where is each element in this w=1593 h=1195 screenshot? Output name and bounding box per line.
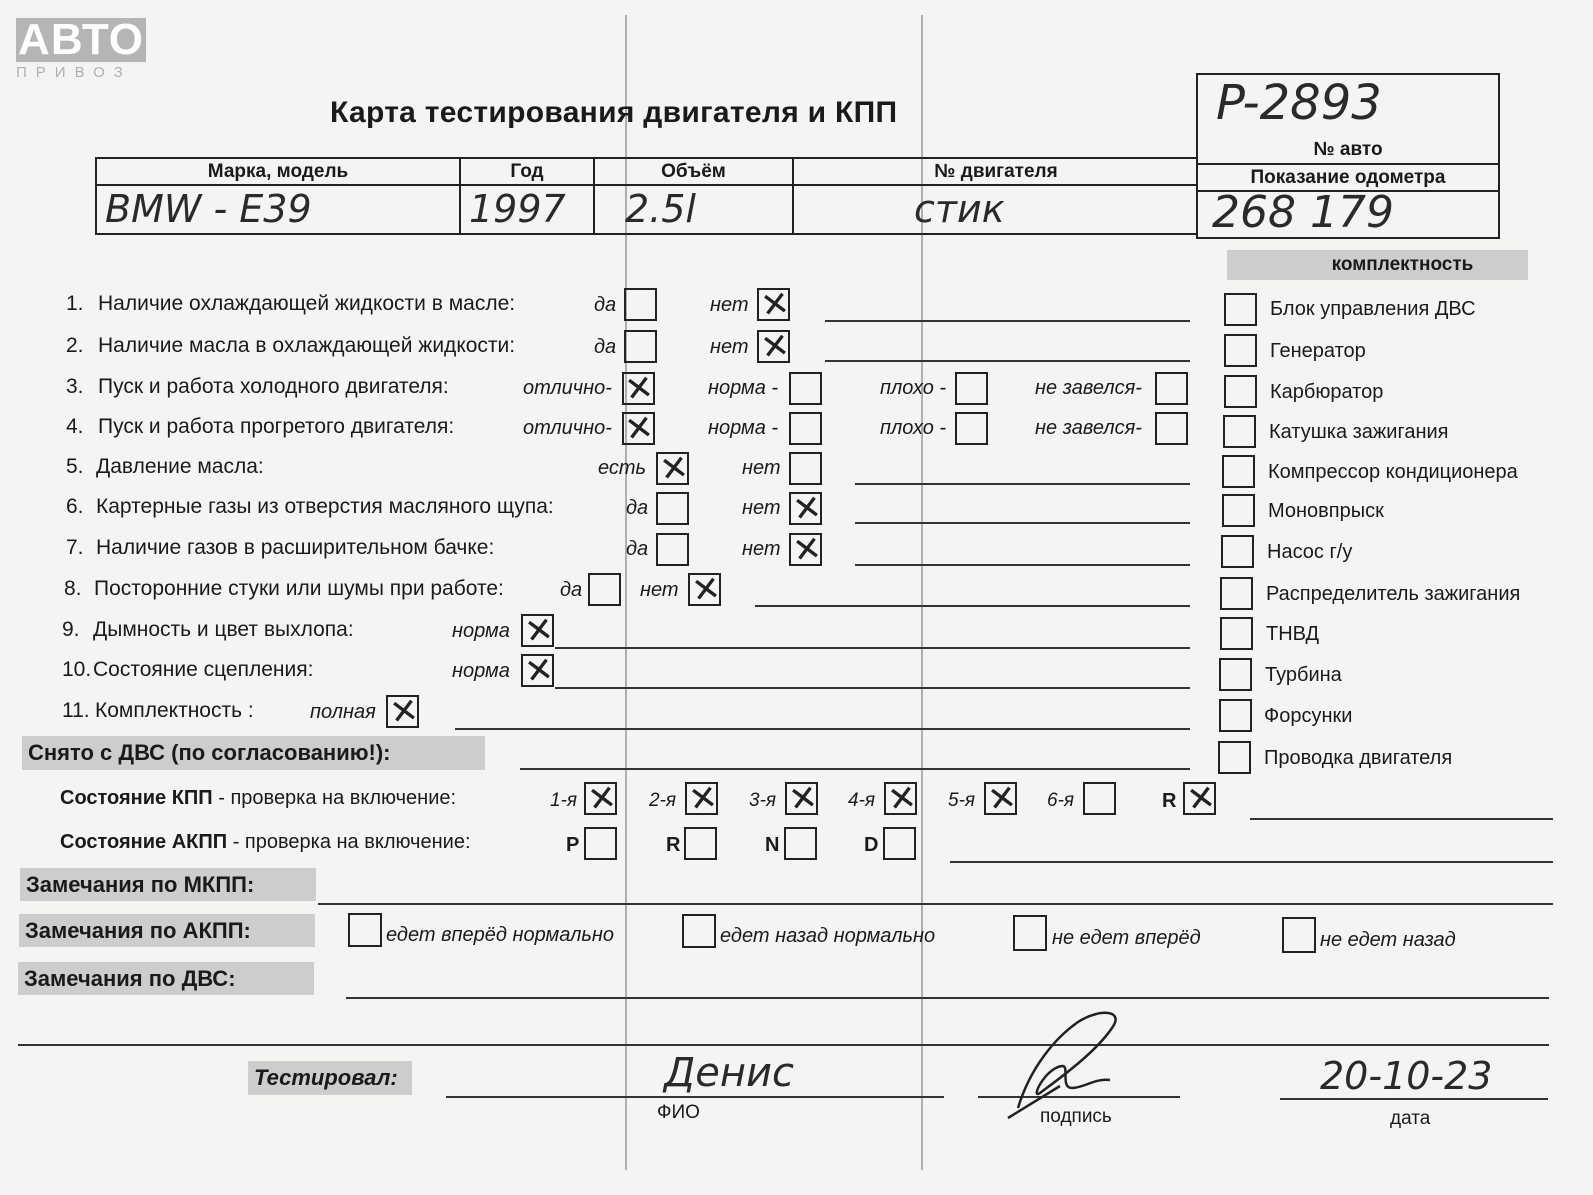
- q4-cb-nostart[interactable]: [1155, 412, 1188, 445]
- q8-opt-no: нет: [640, 579, 679, 601]
- q5-text: Давление масла:: [96, 455, 264, 478]
- q3-text: Пуск и работа холодного двигателя:: [98, 375, 449, 398]
- q5-opt-no: нет: [742, 457, 781, 479]
- logo: [16, 15, 146, 81]
- q11-cb-full[interactable]: [386, 690, 422, 734]
- akpp-back-ok: едет назад нормально: [720, 925, 936, 947]
- q2-opt-no: нет: [710, 336, 749, 358]
- label-engine: № двигателя: [794, 159, 1198, 186]
- q10-text: Состояние сцепления:: [93, 658, 314, 681]
- q6-opt-no: нет: [742, 497, 781, 519]
- check-mark: ✕: [522, 609, 557, 653]
- q6-cb-yes[interactable]: [656, 492, 689, 525]
- komp-cb-generator[interactable]: [1224, 334, 1257, 367]
- cell-engine: [794, 159, 1198, 233]
- komp-coil: Катушка зажигания: [1269, 421, 1449, 443]
- q4-opt-excellent: отлично-: [523, 417, 612, 439]
- akpp-label: Состояние АКПП - проверка на включение:: [60, 831, 471, 853]
- q7-opt-no: нет: [742, 538, 781, 560]
- q5-cb-no[interactable]: [789, 452, 822, 485]
- q6-opt-yes: да: [626, 497, 649, 519]
- q5-num: 5.: [66, 455, 84, 478]
- q3-opt-bad: плохо -: [880, 377, 947, 399]
- q8-cb-no[interactable]: [688, 568, 724, 612]
- akpp-fwd-ok: едет вперёд нормально: [386, 924, 615, 946]
- komp-ecu: Блок управления ДВС: [1270, 298, 1476, 320]
- gear-r-cb[interactable]: [1183, 777, 1219, 821]
- check-mark: ✕: [686, 777, 721, 821]
- q2-line: [825, 360, 1190, 362]
- q1-opt-no: нет: [710, 294, 749, 316]
- q2-cb-yes[interactable]: [624, 330, 657, 363]
- komp-cb-coil[interactable]: [1223, 415, 1256, 448]
- q7-line: [855, 564, 1190, 566]
- gear-2-label: 2-я: [649, 790, 677, 811]
- q9-text: Дымность и цвет выхлопа:: [93, 618, 354, 641]
- date-line: [1280, 1098, 1548, 1100]
- logo-brand: АВТО: [16, 18, 146, 62]
- check-mark: ✕: [622, 407, 657, 451]
- q11-num: 11.: [62, 699, 90, 722]
- komp-injectors: Форсунки: [1264, 705, 1353, 727]
- q4-cb-norm[interactable]: [789, 412, 822, 445]
- page-title: Карта тестирования двигателя и КПП: [330, 96, 898, 129]
- tested-label: Тестировал:: [248, 1061, 412, 1095]
- check-mark: ✕: [790, 487, 825, 531]
- remarks-extra-line: [18, 1044, 1549, 1046]
- akpp-fwd-no-cb[interactable]: [1013, 915, 1047, 951]
- q3-opt-norm: норма -: [708, 377, 779, 399]
- q1-cb-yes[interactable]: [624, 288, 657, 321]
- q7-text: Наличие газов в расширительном бачке:: [96, 536, 495, 559]
- q3-cb-excellent[interactable]: [622, 367, 657, 411]
- q7-num: 7.: [66, 536, 84, 559]
- fio-value: Денис: [664, 1050, 794, 1096]
- removed-line: [520, 768, 1190, 770]
- cell-volume: [595, 159, 794, 233]
- q6-num: 6.: [66, 495, 84, 518]
- odometer-value: 268 179: [1212, 187, 1394, 238]
- q4-opt-nostart: не завелся-: [1035, 417, 1142, 439]
- q11-opt-full: полная: [310, 701, 376, 723]
- fio-line: [446, 1096, 944, 1098]
- q7-cb-yes[interactable]: [656, 533, 689, 566]
- q10-cb-norm[interactable]: [521, 649, 557, 693]
- gear-3-cb[interactable]: [785, 777, 821, 821]
- q4-text: Пуск и работа прогретого двигателя:: [98, 415, 455, 438]
- value-year: 1997: [469, 187, 566, 231]
- logo-sub: ПРИВОЗ: [16, 64, 132, 81]
- akpp-n-label: N: [765, 834, 780, 856]
- q2-text: Наличие масла в охлаждающей жидкости:: [98, 334, 516, 357]
- q3-opt-excellent: отлично-: [523, 377, 612, 399]
- gear-4-cb[interactable]: [884, 777, 920, 821]
- komp-cb-pump[interactable]: [1221, 535, 1254, 568]
- kpp-label: Состояние КПП - проверка на включение:: [60, 787, 457, 809]
- check-mark: ✕: [622, 367, 657, 411]
- removed-label: Снято с ДВС (по согласованию!):: [22, 736, 485, 770]
- value-volume: 2.5l: [625, 187, 696, 231]
- remarks-dvs-line: [346, 997, 1549, 999]
- date-value: 20-10-23: [1320, 1054, 1493, 1098]
- komp-cb-tnvd[interactable]: [1220, 617, 1253, 650]
- check-mark: ✕: [786, 777, 821, 821]
- komp-mono: Моновпрыск: [1268, 500, 1384, 522]
- q5-cb-yes[interactable]: [656, 447, 692, 491]
- akpp-line: [950, 861, 1553, 863]
- auto-label: № авто: [1198, 136, 1498, 165]
- q3-cb-bad[interactable]: [955, 372, 988, 405]
- auto-number: P-2893: [1216, 75, 1382, 131]
- komp-cb-ac[interactable]: [1222, 455, 1255, 488]
- remarks-mkpp-label: Замечания по МКПП:: [20, 868, 316, 901]
- cell-year: [461, 159, 595, 233]
- q3-opt-nostart: не завелся-: [1035, 377, 1142, 399]
- q11-line: [455, 728, 1190, 730]
- check-mark: ✕: [758, 325, 793, 369]
- gear-6-cb[interactable]: [1083, 782, 1116, 815]
- cell-model: [97, 159, 461, 233]
- q9-cb-norm[interactable]: [521, 609, 557, 653]
- akpp-fwd-no: не едет вперёд: [1052, 927, 1201, 949]
- q11-text: Комплектность :: [95, 699, 254, 722]
- akpp-p-label: P: [566, 834, 580, 856]
- q8-num: 8.: [64, 577, 82, 600]
- value-model: BMW - E39: [105, 187, 312, 231]
- komp-generator: Генератор: [1270, 340, 1366, 362]
- q7-cb-no[interactable]: [789, 528, 825, 572]
- q1-num: 1.: [66, 292, 84, 315]
- completeness-header: комплектность: [1227, 250, 1528, 280]
- q8-cb-yes[interactable]: [588, 573, 621, 606]
- komp-carb: Карбюратор: [1270, 381, 1384, 403]
- q1-cb-no[interactable]: [757, 283, 793, 327]
- komp-distributor: Распределитель зажигания: [1266, 583, 1521, 605]
- akpp-back-ok-cb[interactable]: [682, 914, 716, 948]
- check-mark: ✕: [1184, 777, 1219, 821]
- label-year: Год: [461, 159, 593, 186]
- akpp-back-no: не едет назад: [1320, 929, 1456, 951]
- kpp-line: [1250, 818, 1553, 820]
- auto-box: [1196, 73, 1500, 239]
- q5-opt-yes: есть: [598, 457, 647, 479]
- komp-turbo: Турбина: [1265, 664, 1342, 686]
- akpp-d-label: D: [864, 834, 879, 856]
- akpp-d-cb[interactable]: [883, 827, 916, 860]
- q8-text: Посторонние стуки или шумы при работе:: [94, 577, 504, 600]
- check-mark: ✕: [657, 447, 692, 491]
- q10-num: 10.: [62, 658, 92, 681]
- check-mark: ✕: [758, 283, 793, 327]
- gear-5-label: 5-я: [948, 790, 976, 811]
- check-mark: ✕: [885, 777, 920, 821]
- fio-caption: ФИО: [657, 1102, 700, 1123]
- komp-cb-ecu[interactable]: [1224, 293, 1257, 326]
- q9-num: 9.: [62, 618, 80, 641]
- check-mark: ✕: [985, 777, 1020, 821]
- komp-ac: Компрессор кондиционера: [1268, 461, 1518, 483]
- q6-text: Картерные газы из отверстия масляного щупа:: [96, 495, 554, 518]
- akpp-n-cb[interactable]: [784, 827, 817, 860]
- sign-caption: подпись: [1040, 1106, 1112, 1127]
- check-mark: ✕: [522, 649, 557, 693]
- gear-6-label: 6-я: [1047, 790, 1075, 811]
- q2-num: 2.: [66, 334, 84, 357]
- label-volume: Объём: [595, 159, 792, 186]
- q8-line: [755, 605, 1190, 607]
- q10-line: [555, 687, 1190, 689]
- gear-3-label: 3-я: [749, 790, 777, 811]
- label-model: Марка, модель: [97, 159, 459, 186]
- gear-r-label: R: [1162, 790, 1177, 812]
- check-mark: ✕: [790, 528, 825, 572]
- gear-1-cb[interactable]: [584, 777, 620, 821]
- akpp-r-label: R: [666, 834, 681, 856]
- odometer-label: Показание одометра: [1198, 165, 1498, 192]
- check-mark: ✕: [689, 568, 724, 612]
- komp-pump: Насос г/у: [1267, 541, 1353, 563]
- q1-opt-yes: да: [594, 294, 617, 316]
- gear-1-label: 1-я: [550, 790, 578, 811]
- q9-line: [555, 647, 1190, 649]
- q2-cb-no[interactable]: [757, 325, 793, 369]
- q4-opt-norm: норма -: [708, 417, 779, 439]
- gear-2-cb[interactable]: [685, 777, 721, 821]
- gear-4-label: 4-я: [848, 790, 876, 811]
- komp-cb-distributor[interactable]: [1220, 577, 1253, 610]
- gear-5-cb[interactable]: [984, 777, 1020, 821]
- q6-cb-no[interactable]: [789, 487, 825, 531]
- q3-cb-norm[interactable]: [789, 372, 822, 405]
- q8-opt-yes: да: [560, 579, 583, 601]
- komp-cb-carb[interactable]: [1224, 375, 1257, 408]
- header-table: [95, 157, 1196, 235]
- q4-cb-excellent[interactable]: [622, 407, 657, 451]
- q1-line: [825, 320, 1190, 322]
- q4-num: 4.: [66, 415, 84, 438]
- komp-cb-mono[interactable]: [1222, 494, 1255, 527]
- komp-cb-wiring[interactable]: [1218, 741, 1251, 774]
- check-mark: ✕: [387, 690, 422, 734]
- q9-opt-norm: норма: [452, 620, 510, 642]
- komp-tnvd: ТНВД: [1266, 623, 1320, 645]
- q6-line: [855, 522, 1190, 524]
- komp-wiring: Проводка двигателя: [1264, 747, 1453, 769]
- q10-opt-norm: норма: [452, 660, 510, 682]
- q3-num: 3.: [66, 375, 84, 398]
- date-caption: дата: [1390, 1108, 1431, 1129]
- q5-line: [855, 483, 1190, 485]
- value-engine: стик: [914, 187, 1005, 231]
- q4-opt-bad: плохо -: [880, 417, 947, 439]
- komp-cb-turbo[interactable]: [1219, 658, 1252, 691]
- remarks-dvs-label: Замечания по ДВС:: [18, 962, 314, 995]
- check-mark: ✕: [585, 777, 620, 821]
- akpp-p-cb[interactable]: [584, 827, 617, 860]
- q7-opt-yes: да: [626, 538, 649, 560]
- remarks-akpp-label: Замечания по АКПП:: [19, 914, 315, 947]
- akpp-fwd-ok-cb[interactable]: [348, 913, 382, 947]
- akpp-r-cb[interactable]: [684, 827, 717, 860]
- remarks-mkpp-line: [318, 903, 1553, 905]
- q2-opt-yes: да: [594, 336, 617, 358]
- q4-cb-bad[interactable]: [955, 412, 988, 445]
- q1-text: Наличие охлаждающей жидкости в масле:: [98, 292, 516, 315]
- akpp-back-no-cb[interactable]: [1282, 917, 1316, 953]
- q3-cb-nostart[interactable]: [1155, 372, 1188, 405]
- komp-cb-injectors[interactable]: [1219, 699, 1252, 732]
